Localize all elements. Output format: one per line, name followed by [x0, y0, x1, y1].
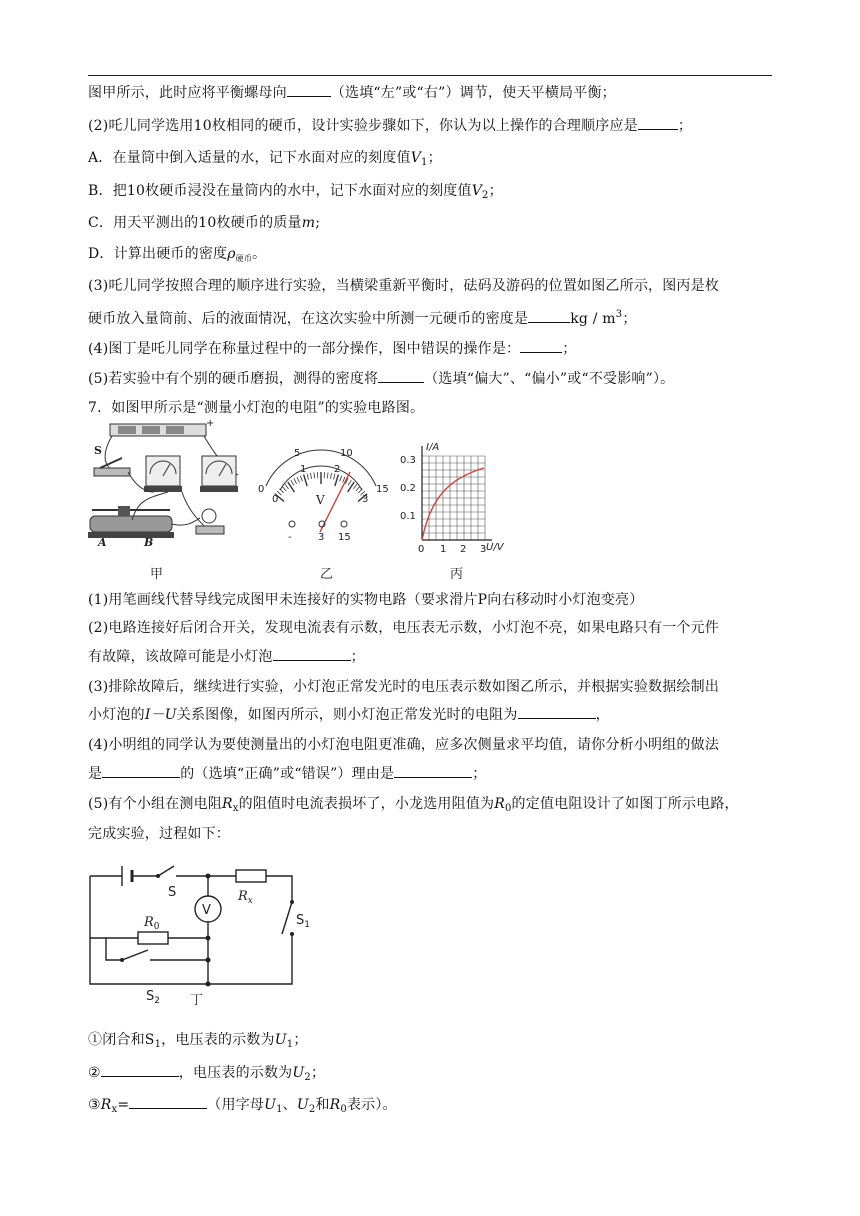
- text: (5)若实验中有个别的硬币磨损，测得的密度将: [88, 371, 379, 387]
- outer-tick-label: 5: [294, 448, 301, 459]
- battery-cell: [142, 426, 160, 434]
- subscript: 2: [482, 190, 489, 201]
- answer-blank[interactable]: [394, 763, 472, 778]
- subscript: x: [232, 803, 239, 814]
- x-tick-label: 1: [440, 544, 447, 555]
- inner-tick-label: 3: [362, 494, 369, 505]
- wire: [172, 518, 200, 525]
- dial-tick: [340, 476, 342, 482]
- terminal: [289, 521, 295, 527]
- subscript: 1: [421, 157, 428, 168]
- text: (4)小明组的同学认为要使测量出的小灯泡电阻更准确，应多次侧量求平均值，请你分析小明组的做法: [88, 737, 720, 753]
- text: ；: [488, 183, 503, 199]
- text: 有故障，该故障可能是小灯泡: [88, 649, 273, 665]
- math-var: V: [471, 183, 483, 199]
- text: 。: [252, 246, 267, 262]
- inner-tick-label: 2: [334, 464, 341, 475]
- dial-tick: [330, 473, 331, 479]
- text: ，电压表的示数为: [178, 1065, 293, 1081]
- outer-tick-label: 10: [340, 448, 353, 459]
- text-line-20: [88, 824, 230, 844]
- r0-label: $R_0$: [144, 915, 160, 932]
- dial-tick: [358, 489, 362, 493]
- text: 的定值电阻设计了如图丁所示电路，: [511, 796, 739, 812]
- text: A．在量筒中倒入适量的水，记下水面对应的刻度值: [88, 150, 411, 166]
- text: C．用天平测出的10枚硬币的质量: [88, 215, 302, 231]
- dial-tick: [348, 482, 355, 492]
- text: 图甲所示，此时应将平衡螺母向: [88, 85, 287, 101]
- text: (5)有个小组在测电阻: [88, 796, 223, 812]
- s1-label: $S_1$: [296, 913, 310, 930]
- subscript: 2: [304, 1072, 311, 1083]
- iu-curve: [422, 468, 484, 540]
- math-var: ρ: [227, 246, 236, 262]
- dial-tick: [294, 478, 297, 483]
- text: ；: [427, 150, 442, 166]
- math-var: V: [410, 150, 422, 166]
- text-line-16: [88, 704, 610, 725]
- header-rule: [88, 75, 772, 76]
- x-tick-label: 0: [418, 544, 425, 555]
- x-axis-label: U/V: [486, 542, 504, 553]
- text: 7．如图甲所示是“测量小灯泡的电阻”的实验电路图。: [88, 400, 425, 416]
- subscript: x: [111, 1104, 118, 1115]
- text-line-13: [88, 618, 719, 638]
- text-line-18: [88, 763, 486, 784]
- subscript: 0: [340, 1104, 347, 1115]
- text: D．计算出硬币的密度: [88, 246, 228, 262]
- text: 小灯泡的: [88, 707, 145, 723]
- answer-blank[interactable]: [287, 82, 331, 97]
- switch-s1-blade: [282, 902, 292, 934]
- figure-label-bing: 丙: [450, 567, 464, 582]
- y-tick-label: 0.1: [400, 511, 416, 522]
- answer-blank[interactable]: [129, 1094, 207, 1109]
- answer-blank[interactable]: [518, 704, 596, 719]
- text-line-15: [88, 677, 719, 697]
- text: ③: [88, 1097, 101, 1113]
- switch-s2-blade: [122, 950, 148, 960]
- resistor-r0: [138, 932, 168, 944]
- iu-graph-figure: [400, 442, 505, 582]
- junction-dot: [206, 958, 211, 963]
- terminal: [341, 521, 347, 527]
- text-line-23: [88, 1094, 397, 1120]
- subscript: 1: [286, 1039, 294, 1050]
- s2-label: $S_2$: [146, 989, 160, 1006]
- text: ；: [350, 649, 365, 665]
- text-line-14: [88, 646, 365, 667]
- math-var: I－U: [144, 707, 177, 723]
- outer-tick-label: 15: [376, 484, 389, 495]
- rheostat-coil: [90, 516, 172, 532]
- switch-base: [94, 468, 130, 476]
- text: 关系图像，如图丙所示，则小灯泡正常发光时的电阻为: [176, 707, 518, 723]
- text: ；: [677, 118, 693, 134]
- subscript: 2: [308, 1104, 316, 1115]
- switch-label: S: [94, 444, 102, 457]
- inner-tick-label: 0: [272, 494, 279, 505]
- answer-blank[interactable]: [528, 308, 570, 323]
- text-line-12: [88, 590, 643, 610]
- graph-grid: [422, 456, 485, 540]
- text: 表示）。: [346, 1097, 397, 1113]
- dial-tick: [291, 480, 294, 485]
- dial-tick: [297, 477, 299, 483]
- y-tick-label: 0.3: [400, 455, 416, 466]
- bulb: [202, 509, 216, 523]
- math-var: U: [296, 1097, 309, 1113]
- math-var: U: [274, 1032, 287, 1048]
- text-line-8: [88, 305, 637, 329]
- terminal-label: 15: [338, 532, 351, 543]
- text-line-5: [88, 213, 320, 233]
- voltmeter-symbol: V: [202, 903, 211, 918]
- text: 完成实验，过程如下：: [88, 826, 230, 842]
- math-var: U: [264, 1097, 277, 1113]
- text: (2)电路连接好后闭合开关，发现电流表有示数，电压表无示数，小灯泡不亮，如果电路只有一个元件: [88, 620, 720, 636]
- answer-blank[interactable]: [101, 1062, 179, 1077]
- text: ，: [595, 707, 610, 723]
- superscript: 3: [615, 309, 623, 320]
- text: ②: [88, 1065, 101, 1081]
- text: （选填“偏大”、“偏小”或“不受影响”）。: [424, 371, 675, 387]
- unit: kg / m: [570, 311, 616, 327]
- text: ①闭合和S: [88, 1032, 155, 1048]
- dial-tick: [307, 474, 308, 480]
- text: (2)吒儿同学选用10枚相同的硬币，设计实验步骤如下，你认为以上操作的合理顺序应是: [88, 118, 638, 134]
- inner-tick-label: 1: [300, 464, 307, 475]
- text-line-22: [88, 1062, 325, 1088]
- text: (1)用笔画线代替导线完成图甲未连接好的实物电路（要求滑片P向右移动时小灯泡变亮）: [88, 592, 644, 608]
- terminal-a-label: A: [98, 536, 107, 549]
- answer-blank[interactable]: [273, 646, 351, 661]
- voltmeter-symbol: V: [316, 493, 325, 507]
- dial-tick: [304, 475, 307, 486]
- y-tick-label: 0.2: [400, 483, 416, 494]
- text-line-6: [88, 244, 266, 269]
- apparatus-figure: [88, 418, 238, 582]
- wire: [106, 938, 122, 960]
- answer-blank[interactable]: [378, 368, 424, 383]
- switch-s-label: S: [168, 885, 177, 900]
- battery-cell: [166, 426, 184, 434]
- rheostat-slider: [118, 506, 130, 516]
- text-line-10: [88, 368, 674, 389]
- figure-label-ding: 丁: [190, 993, 204, 1008]
- text: （选填“左”或“右”）调节，使天平横局平衡；: [330, 85, 616, 101]
- text: ；: [472, 766, 487, 782]
- dial-tick: [300, 476, 302, 482]
- dial-tick: [314, 472, 315, 478]
- math-var: m: [301, 215, 316, 231]
- dial-tick: [348, 480, 351, 485]
- text: 硬币放入量筒前、后的液面情况，在这次实验中所测一元硬币的密度是: [88, 311, 529, 327]
- text: ；: [562, 341, 577, 357]
- bulb-base: [196, 526, 224, 534]
- text: 的阻值时电流表损坏了，小龙选用阻值为: [238, 796, 495, 812]
- wire: [90, 876, 292, 984]
- circuit-diagram-ding: [88, 858, 308, 1008]
- switch-lever: [100, 458, 122, 468]
- dial-tick: [310, 473, 311, 479]
- text: 、: [282, 1097, 297, 1113]
- junction-dot: [206, 874, 211, 879]
- text-line-11: [88, 398, 424, 418]
- terminal-label: -: [288, 532, 292, 543]
- subscript: 1: [276, 1104, 283, 1115]
- text: 的（选填“正确”或“错误”）理由是: [180, 766, 395, 782]
- answer-blank[interactable]: [638, 115, 678, 130]
- text: (4)图丁是吒儿同学在称量过程中的一部分操作，图中错误的操作是：: [88, 341, 521, 357]
- switch-node: [290, 932, 294, 936]
- plus-sign: +: [206, 418, 215, 429]
- text-line-2: [88, 115, 692, 136]
- rx-label: $R_x$: [238, 889, 253, 906]
- wire: [105, 436, 118, 472]
- subscript: 1: [154, 1039, 162, 1050]
- battery-cell: [118, 426, 136, 434]
- dial-tick: [335, 475, 338, 486]
- text-line-19: [88, 794, 739, 819]
- text-line-3: [88, 148, 442, 173]
- junction-dot: [206, 982, 211, 987]
- subscript: 硬币: [235, 254, 253, 263]
- answer-blank[interactable]: [102, 763, 180, 778]
- dial-tick: [356, 486, 360, 491]
- dial-tick: [280, 489, 284, 493]
- terminal-label: 3: [318, 532, 325, 543]
- text: （用字母: [207, 1097, 265, 1113]
- switch-s-blade: [158, 866, 174, 876]
- text: ；: [293, 1032, 308, 1048]
- dial-tick: [288, 482, 295, 492]
- math-var: R: [222, 796, 233, 812]
- math-var: U: [292, 1065, 305, 1081]
- outer-tick-label: 0: [258, 484, 265, 495]
- figure-label-yi: 乙: [320, 567, 334, 582]
- wire: [266, 876, 292, 902]
- resistor-rx: [236, 870, 266, 882]
- y-axis-label: I/A: [426, 442, 440, 453]
- voltmeter-dial-figure: [258, 448, 389, 582]
- text-line-17: [88, 735, 719, 755]
- voltmeter-base: [200, 486, 238, 492]
- text: =: [117, 1097, 130, 1113]
- x-tick-label: 3: [480, 544, 487, 555]
- math-var: R: [100, 1097, 112, 1113]
- text-line-1: [88, 82, 616, 103]
- text: B．把10枚硬币浸没在量筒内的水中，记下水面对应的刻度值: [88, 183, 472, 199]
- figure-label-jia: 甲: [150, 567, 164, 582]
- answer-blank[interactable]: [520, 338, 562, 353]
- terminal-b-label: B: [144, 536, 154, 549]
- text: (3)吒儿同学按照合理的顺序进行实验，当横梁重新平衡时，砝码及游码的位置如图乙所示，图丙是枚: [88, 278, 720, 294]
- text: (3)排除故障后，继续进行实验，小灯泡正常发光时的电压表示数如图乙所示，并根据实验数据绘制出: [88, 679, 720, 695]
- text: ，电压表的示数为: [161, 1032, 275, 1048]
- circuit-wires: [90, 876, 292, 984]
- text: ；: [310, 1065, 326, 1081]
- text-line-4: [88, 181, 503, 206]
- text-line-21: [88, 1030, 308, 1055]
- subscript: 0: [504, 803, 512, 814]
- dial-tick: [353, 484, 357, 489]
- text: ；: [622, 311, 637, 327]
- text: 是: [88, 766, 103, 782]
- dial-tick: [282, 486, 286, 491]
- text: 和: [315, 1097, 330, 1113]
- text-line-9: [88, 338, 576, 359]
- text-line-7: [88, 276, 719, 296]
- text: ;: [315, 215, 321, 231]
- math-var: R: [494, 796, 505, 812]
- x-tick-label: 2: [460, 544, 467, 555]
- dial-tick: [285, 484, 289, 489]
- experiment-figures: [88, 420, 528, 582]
- math-var: R: [329, 1097, 341, 1113]
- junction-dot: [206, 936, 211, 941]
- dial-tick: [327, 472, 328, 478]
